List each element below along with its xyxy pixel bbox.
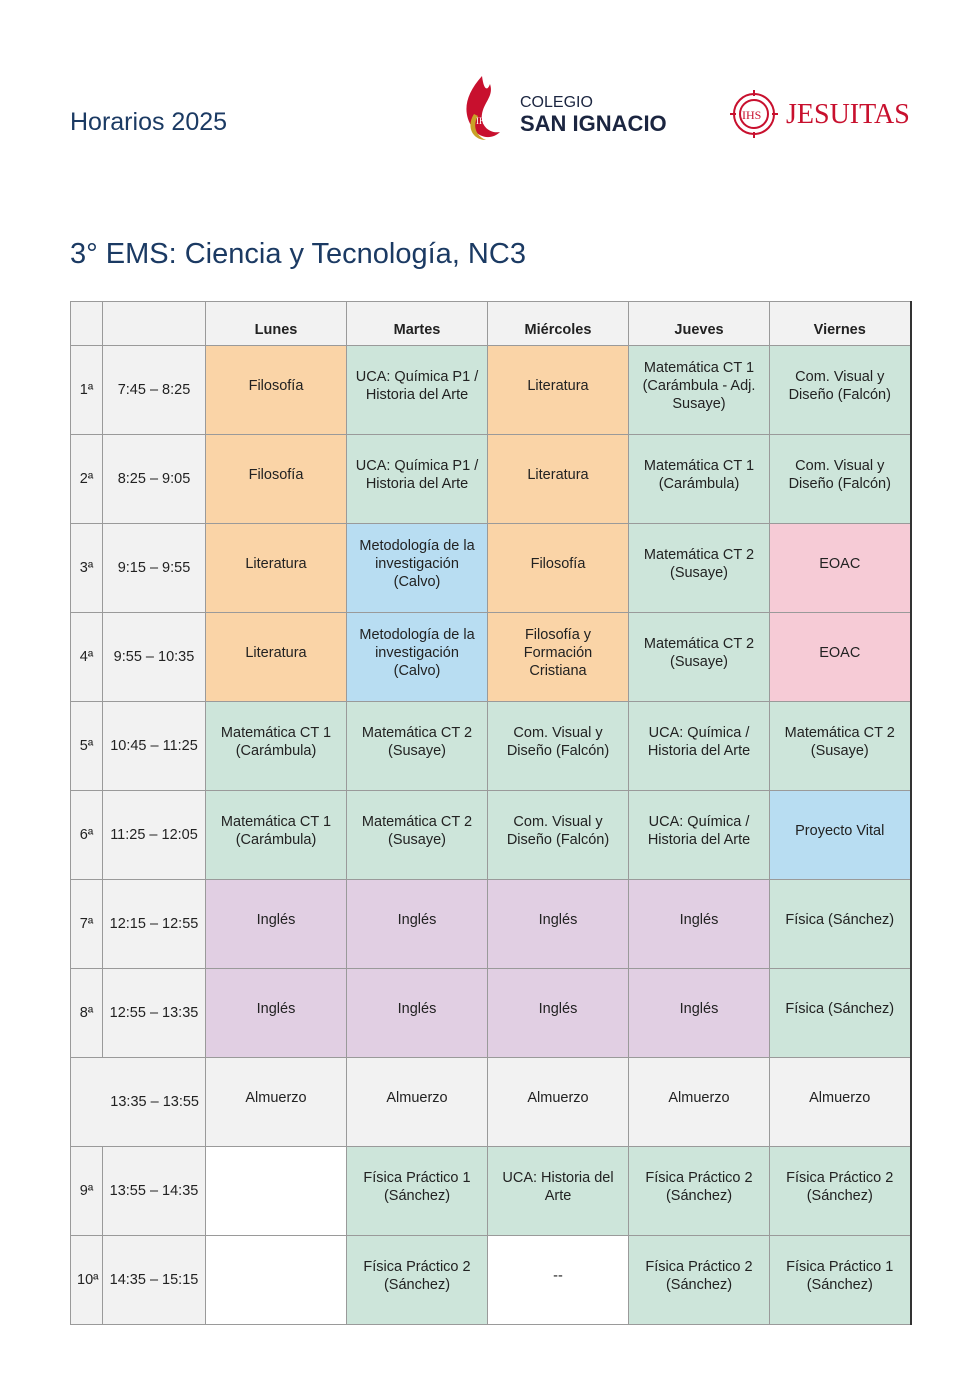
period-time: 12:55 – 13:35 bbox=[103, 969, 206, 1058]
period-time: 12:15 – 12:55 bbox=[103, 880, 206, 969]
class-cell: Proyecto Vital bbox=[770, 791, 911, 880]
period-row bbox=[71, 613, 911, 702]
class-cell: Com. Visual y Diseño (Falcón) bbox=[770, 346, 911, 435]
class-cell: Com. Visual y Diseño (Falcón) bbox=[488, 702, 629, 791]
class-cell: UCA: Química P1 / Historia del Arte bbox=[347, 435, 488, 524]
emblem-text: IHS bbox=[476, 116, 491, 126]
class-cell: Filosofía bbox=[206, 435, 347, 524]
logo-line1: COLEGIO bbox=[520, 94, 593, 111]
class-cell: Inglés bbox=[629, 880, 770, 969]
period-time: 9:15 – 9:55 bbox=[103, 524, 206, 613]
class-cell bbox=[206, 1147, 347, 1236]
class-cell: Almuerzo bbox=[206, 1058, 347, 1147]
class-cell: Inglés bbox=[206, 880, 347, 969]
period-number: 10ª bbox=[71, 1236, 103, 1325]
day-header: Jueves bbox=[629, 302, 770, 346]
page-title: 3° EMS: Ciencia y Tecnología, NC3 bbox=[70, 238, 526, 270]
class-cell: Inglés bbox=[206, 969, 347, 1058]
period-number: 2ª bbox=[71, 435, 103, 524]
class-cell: -- bbox=[488, 1236, 629, 1325]
header-title: Horarios 2025 bbox=[70, 108, 228, 136]
ihs-text: IHS bbox=[742, 108, 762, 122]
class-cell: Física Práctico 2 (Sánchez) bbox=[629, 1147, 770, 1236]
class-cell: Matemática CT 1 (Carámbula - Adj. Susaye) bbox=[629, 346, 770, 435]
schedule-table bbox=[70, 301, 912, 1325]
class-cell: UCA: Química / Historia del Arte bbox=[629, 702, 770, 791]
class-cell: Filosofía bbox=[488, 524, 629, 613]
class-cell: Almuerzo bbox=[629, 1058, 770, 1147]
period-number: 6ª bbox=[71, 791, 103, 880]
jesuitas-logo bbox=[728, 88, 913, 140]
period-row bbox=[71, 1236, 911, 1325]
period-time: 7:45 – 8:25 bbox=[103, 346, 206, 435]
period-row bbox=[71, 791, 911, 880]
period-time: 9:55 – 10:35 bbox=[103, 613, 206, 702]
class-cell: Filosofía bbox=[206, 346, 347, 435]
class-cell: Metodología de la investigación (Calvo) bbox=[347, 613, 488, 702]
class-cell: Com. Visual y Diseño (Falcón) bbox=[488, 791, 629, 880]
day-header: Lunes bbox=[206, 302, 347, 346]
class-cell: Física Práctico 1 (Sánchez) bbox=[770, 1236, 911, 1325]
class-cell: Matemática CT 2 (Susaye) bbox=[347, 791, 488, 880]
class-cell: Física (Sánchez) bbox=[770, 880, 911, 969]
period-number: 1ª bbox=[71, 346, 103, 435]
class-cell: Física Práctico 2 (Sánchez) bbox=[770, 1147, 911, 1236]
jesuitas-text: JESUITAS bbox=[786, 99, 910, 130]
header-row bbox=[71, 302, 911, 346]
class-cell: Metodología de la investigación (Calvo) bbox=[347, 524, 488, 613]
period-time: 13:55 – 14:35 bbox=[103, 1147, 206, 1236]
period-number: 9ª bbox=[71, 1147, 103, 1236]
class-cell: Física Práctico 2 (Sánchez) bbox=[629, 1236, 770, 1325]
class-cell: Almuerzo bbox=[770, 1058, 911, 1147]
period-row bbox=[71, 346, 911, 435]
class-cell bbox=[206, 1236, 347, 1325]
class-cell: Almuerzo bbox=[488, 1058, 629, 1147]
period-number: 7ª bbox=[71, 880, 103, 969]
time-header bbox=[103, 302, 206, 346]
class-cell: Matemática CT 1 (Carámbula) bbox=[206, 702, 347, 791]
period-row bbox=[71, 880, 911, 969]
class-cell: Física Práctico 2 (Sánchez) bbox=[347, 1236, 488, 1325]
class-cell: Física (Sánchez) bbox=[770, 969, 911, 1058]
class-cell: Com. Visual y Diseño (Falcón) bbox=[770, 435, 911, 524]
day-header: Miércoles bbox=[488, 302, 629, 346]
class-cell: UCA: Historia del Arte bbox=[488, 1147, 629, 1236]
period-row bbox=[71, 702, 911, 791]
period-row bbox=[71, 1147, 911, 1236]
class-cell: Inglés bbox=[488, 969, 629, 1058]
lunch-row bbox=[71, 1058, 911, 1147]
class-cell: Filosofía y Formación Cristiana bbox=[488, 613, 629, 702]
class-cell: Matemática CT 1 (Carámbula) bbox=[629, 435, 770, 524]
period-row bbox=[71, 435, 911, 524]
class-cell: Matemática CT 2 (Susaye) bbox=[347, 702, 488, 791]
logo-line2: SAN IGNACIO bbox=[520, 111, 667, 136]
period-time: 14:35 – 15:15 bbox=[103, 1236, 206, 1325]
class-cell: EOAC bbox=[770, 613, 911, 702]
class-cell: Literatura bbox=[488, 346, 629, 435]
period-row bbox=[71, 524, 911, 613]
class-cell: Matemática CT 2 (Susaye) bbox=[629, 613, 770, 702]
period-number: 5ª bbox=[71, 702, 103, 791]
class-cell: Inglés bbox=[488, 880, 629, 969]
class-cell: Inglés bbox=[629, 969, 770, 1058]
day-header: Viernes bbox=[770, 302, 911, 346]
period-number: 3ª bbox=[71, 524, 103, 613]
period-time: 11:25 – 12:05 bbox=[103, 791, 206, 880]
period-time: 13:35 – 13:55 bbox=[71, 1058, 206, 1147]
day-header: Martes bbox=[347, 302, 488, 346]
class-cell: Literatura bbox=[206, 524, 347, 613]
period-row bbox=[71, 969, 911, 1058]
class-cell: Inglés bbox=[347, 880, 488, 969]
class-cell: Matemática CT 2 (Susaye) bbox=[629, 524, 770, 613]
class-cell: UCA: Química P1 / Historia del Arte bbox=[347, 346, 488, 435]
class-cell: Física Práctico 1 (Sánchez) bbox=[347, 1147, 488, 1236]
class-cell: Literatura bbox=[488, 435, 629, 524]
class-cell: Literatura bbox=[206, 613, 347, 702]
class-cell: Almuerzo bbox=[347, 1058, 488, 1147]
class-cell: EOAC bbox=[770, 524, 911, 613]
period-time: 10:45 – 11:25 bbox=[103, 702, 206, 791]
period-number: 8ª bbox=[71, 969, 103, 1058]
class-cell: Matemática CT 2 (Susaye) bbox=[770, 702, 911, 791]
class-cell: UCA: Química / Historia del Arte bbox=[629, 791, 770, 880]
class-cell: Matemática CT 1 (Carámbula) bbox=[206, 791, 347, 880]
class-cell: Inglés bbox=[347, 969, 488, 1058]
period-time: 8:25 – 9:05 bbox=[103, 435, 206, 524]
corner-cell bbox=[71, 302, 103, 346]
period-number: 4ª bbox=[71, 613, 103, 702]
colegio-san-ignacio-logo bbox=[460, 74, 685, 144]
